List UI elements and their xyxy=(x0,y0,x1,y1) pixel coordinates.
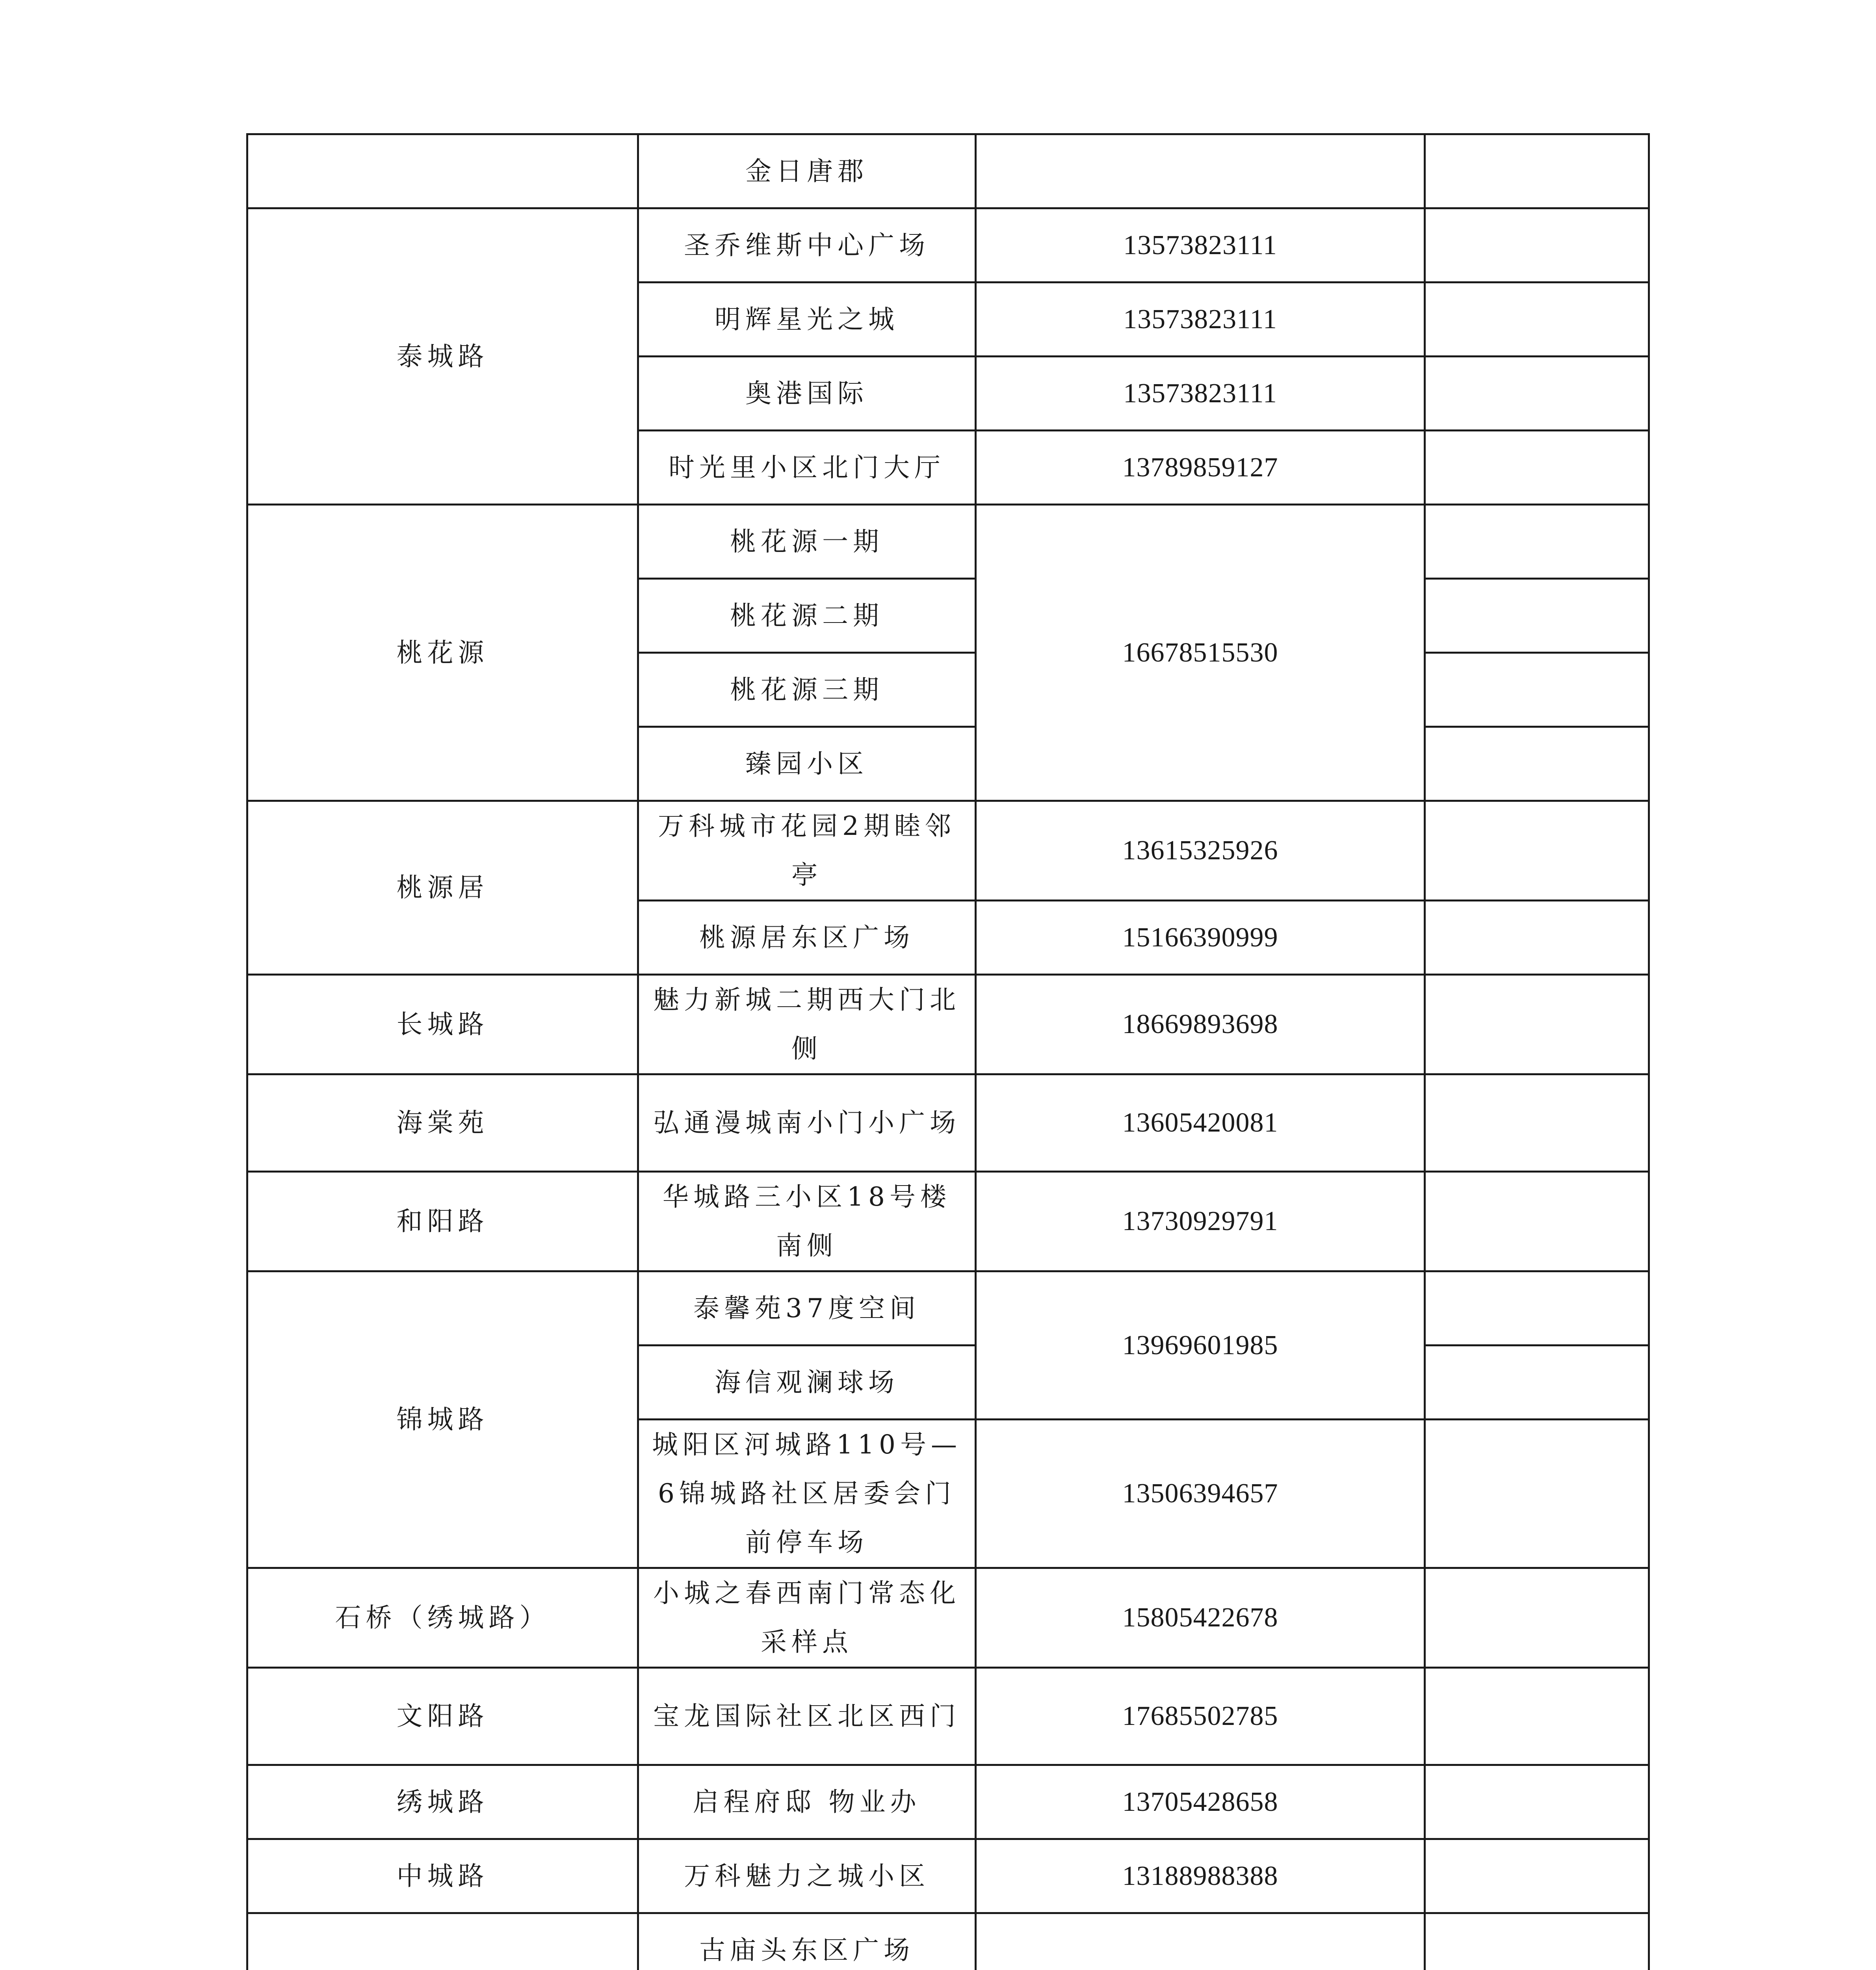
phone-cell: 13188988388 xyxy=(976,1839,1425,1913)
place-cell: 华城路三小区18号楼南侧 xyxy=(638,1172,976,1271)
area-cell xyxy=(247,1913,638,1970)
place-cell: 奥港国际 xyxy=(638,357,976,431)
area-cell: 文阳路 xyxy=(247,1668,638,1765)
table-row xyxy=(247,1839,1649,1913)
phone-cell: 13573823111 xyxy=(976,357,1425,431)
table-row xyxy=(247,1074,1649,1172)
note-cell xyxy=(1425,282,1649,357)
place-cell: 泰馨苑37度空间 xyxy=(638,1271,976,1346)
place-cell: 宝龙国际社区北区西门 xyxy=(638,1668,976,1765)
place-cell: 桃花源三期 xyxy=(638,653,976,727)
phone-cell: 15166390999 xyxy=(976,901,1425,975)
phone-cell: 13615325926 xyxy=(976,801,1425,901)
phone-cell: 13705428658 xyxy=(976,1765,1425,1839)
note-cell xyxy=(1425,1668,1649,1765)
area-cell: 海棠苑 xyxy=(247,1074,638,1172)
place-cell: 启程府邸 物业办 xyxy=(638,1765,976,1839)
phone-cell: 17685502785 xyxy=(976,1668,1425,1765)
place-cell: 古庙头东区广场 xyxy=(638,1913,976,1970)
area-cell: 锦城路 xyxy=(247,1271,638,1568)
note-cell xyxy=(1425,1346,1649,1420)
note-cell xyxy=(1425,1568,1649,1668)
table-row xyxy=(247,801,1649,901)
place-cell: 海信观澜球场 xyxy=(638,1346,976,1420)
note-cell xyxy=(1425,357,1649,431)
note-cell xyxy=(1425,1839,1649,1913)
phone-cell: 13506394657 xyxy=(976,1420,1425,1568)
note-cell xyxy=(1425,1271,1649,1346)
note-cell xyxy=(1425,505,1649,579)
note-cell xyxy=(1425,579,1649,653)
place-cell: 臻园小区 xyxy=(638,727,976,801)
phone-cell: 13730929791 xyxy=(976,1172,1425,1271)
table-row xyxy=(247,134,1649,208)
phone-cell: 18669893698 xyxy=(976,975,1425,1074)
area-cell: 桃花源 xyxy=(247,505,638,801)
area-cell: 绣城路 xyxy=(247,1765,638,1839)
phone-cell xyxy=(976,1913,1425,1970)
table-row xyxy=(247,505,1649,579)
table-row xyxy=(247,975,1649,1074)
testing-site-table xyxy=(246,133,1650,1970)
note-cell xyxy=(1425,1420,1649,1568)
note-cell xyxy=(1425,901,1649,975)
phone-cell: 13573823111 xyxy=(976,282,1425,357)
area-cell: 石桥（绣城路） xyxy=(247,1568,638,1668)
place-cell: 小城之春西南门常态化采样点 xyxy=(638,1568,976,1668)
table-row xyxy=(247,1668,1649,1765)
note-cell xyxy=(1425,975,1649,1074)
note-cell xyxy=(1425,801,1649,901)
note-cell xyxy=(1425,1074,1649,1172)
place-cell: 城阳区河城路110号—6锦城路社区居委会门前停车场 xyxy=(638,1420,976,1568)
area-cell: 中城路 xyxy=(247,1839,638,1913)
area-cell: 泰城路 xyxy=(247,208,638,505)
place-cell: 时光里小区北门大厅 xyxy=(638,431,976,505)
phone-cell: 16678515530 xyxy=(976,505,1425,801)
area-cell: 长城路 xyxy=(247,975,638,1074)
phone-cell: 13789859127 xyxy=(976,431,1425,505)
phone-cell: 15805422678 xyxy=(976,1568,1425,1668)
place-cell: 万科城市花园2期睦邻亭 xyxy=(638,801,976,901)
note-cell xyxy=(1425,727,1649,801)
table-row xyxy=(247,1271,1649,1346)
area-cell: 桃源居 xyxy=(247,801,638,975)
note-cell xyxy=(1425,431,1649,505)
phone-cell: 13573823111 xyxy=(976,208,1425,282)
place-cell: 弘通漫城南小门小广场 xyxy=(638,1074,976,1172)
note-cell xyxy=(1425,1765,1649,1839)
place-cell: 明辉星光之城 xyxy=(638,282,976,357)
place-cell: 桃花源一期 xyxy=(638,505,976,579)
area-cell xyxy=(247,134,638,208)
place-cell: 圣乔维斯中心广场 xyxy=(638,208,976,282)
place-cell: 金日唐郡 xyxy=(638,134,976,208)
place-cell: 桃源居东区广场 xyxy=(638,901,976,975)
note-cell xyxy=(1425,134,1649,208)
phone-cell: 13605420081 xyxy=(976,1074,1425,1172)
phone-cell xyxy=(976,134,1425,208)
table-row xyxy=(247,1765,1649,1839)
place-cell: 魅力新城二期西大门北侧 xyxy=(638,975,976,1074)
site-table-sheet xyxy=(246,133,1648,1970)
note-cell xyxy=(1425,208,1649,282)
area-cell: 和阳路 xyxy=(247,1172,638,1271)
table-row xyxy=(247,1913,1649,1970)
place-cell: 桃花源二期 xyxy=(638,579,976,653)
table-row xyxy=(247,1172,1649,1271)
note-cell xyxy=(1425,1913,1649,1970)
place-cell: 万科魅力之城小区 xyxy=(638,1839,976,1913)
table-row xyxy=(247,208,1649,282)
table-row xyxy=(247,1568,1649,1668)
phone-cell: 13969601985 xyxy=(976,1271,1425,1420)
note-cell xyxy=(1425,1172,1649,1271)
note-cell xyxy=(1425,653,1649,727)
